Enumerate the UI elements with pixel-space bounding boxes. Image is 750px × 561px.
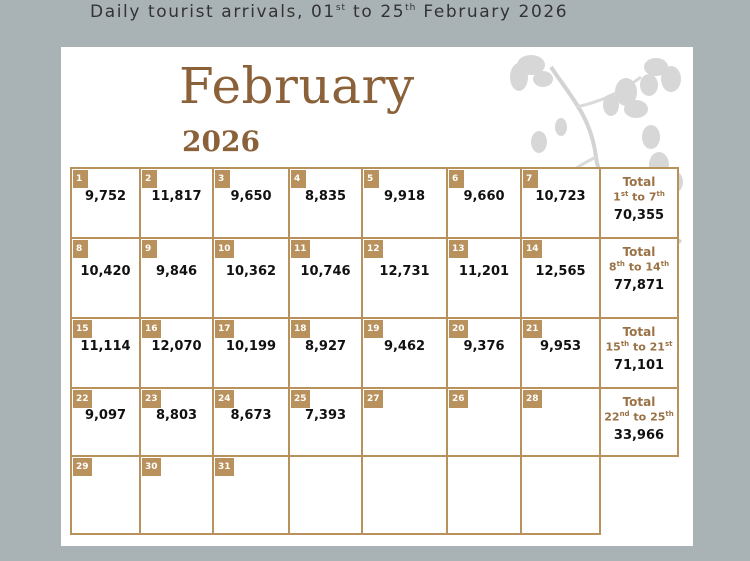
arrivals-value: 12,565 <box>535 264 586 279</box>
day-cell <box>214 389 290 457</box>
day-cell <box>363 239 448 319</box>
range-from-suffix: th <box>620 340 630 348</box>
day-cell <box>214 169 290 239</box>
day-cell <box>72 239 141 319</box>
day-cell <box>290 239 363 319</box>
total-value: 33,966 <box>613 427 665 443</box>
range-to-text: to <box>629 410 651 424</box>
day-number: 16 <box>142 320 161 338</box>
range-to-suffix: st <box>664 340 673 348</box>
day-number: 2 <box>142 170 157 188</box>
arrivals-value: 7,393 <box>304 408 347 423</box>
day-cell <box>448 239 522 319</box>
day-number: 14 <box>523 240 542 258</box>
day-number: 29 <box>73 458 92 476</box>
arrivals-value: 9,462 <box>383 339 426 354</box>
arrivals-value: 11,201 <box>458 264 510 279</box>
day-number: 31 <box>215 458 234 476</box>
caption-prefix: Daily tourist arrivals, 01 <box>90 2 336 22</box>
range-to-suffix: th <box>665 410 674 418</box>
weekly-total-cell <box>601 239 679 319</box>
day-cell <box>290 389 363 457</box>
total-range <box>601 190 677 204</box>
year-title: 2026 <box>182 125 260 158</box>
caption-sup-2: th <box>405 3 417 13</box>
arrivals-value: 9,846 <box>155 264 198 279</box>
weekly-total-cell <box>601 169 679 239</box>
day-cell <box>522 169 601 239</box>
arrivals-value: 10,746 <box>300 264 351 279</box>
day-cell <box>522 389 601 457</box>
arrivals-value: 9,376 <box>463 339 505 354</box>
range-to-text: to <box>624 260 646 274</box>
day-cell <box>141 389 214 457</box>
day-cell <box>448 169 522 239</box>
weekly-total-cell <box>601 319 679 389</box>
day-number: 8 <box>73 240 88 258</box>
caption-middle: to 25 <box>346 2 406 22</box>
day-cell <box>363 319 448 389</box>
arrivals-value: 9,918 <box>383 189 426 204</box>
day-number: 9 <box>142 240 157 258</box>
day-cell <box>72 457 141 535</box>
arrivals-value: 9,752 <box>84 189 127 204</box>
arrivals-value: 12,731 <box>379 264 430 279</box>
day-cell <box>290 169 363 239</box>
day-number: 22 <box>73 390 92 408</box>
caption-suffix: February 2026 <box>416 2 569 22</box>
caption-sup-1: st <box>335 3 347 13</box>
range-to-text: to <box>629 340 650 354</box>
day-cell <box>363 169 448 239</box>
day-number: 19 <box>364 320 383 338</box>
day-cell <box>72 169 141 239</box>
day-cell <box>141 457 214 535</box>
arrivals-value: 9,953 <box>539 339 582 354</box>
arrivals-value: 10,199 <box>225 339 277 354</box>
calendar-card <box>61 47 693 546</box>
range-to: 7 <box>648 190 657 204</box>
day-cell <box>141 239 214 319</box>
day-cell <box>214 319 290 389</box>
weekly-total-cell <box>601 389 679 457</box>
day-cell <box>448 457 522 535</box>
day-number: 7 <box>523 170 538 188</box>
day-number: 25 <box>291 390 310 408</box>
arrivals-value: 9,660 <box>463 189 505 204</box>
arrivals-value: 8,927 <box>304 339 347 354</box>
arrivals-value: 8,835 <box>304 189 347 204</box>
day-number: 18 <box>291 320 310 338</box>
range-from: 22 <box>604 410 620 424</box>
range-to-text: to <box>628 190 649 204</box>
day-cell <box>214 239 290 319</box>
empty-total-cell <box>601 457 679 535</box>
range-from-suffix: th <box>616 260 625 268</box>
range-to-suffix: th <box>660 260 670 268</box>
day-cell <box>522 457 601 535</box>
total-label: Total <box>622 245 656 259</box>
calendar-grid <box>70 167 679 535</box>
arrivals-value: 12,070 <box>151 339 202 354</box>
total-range <box>601 340 677 354</box>
arrivals-value: 10,723 <box>535 189 586 204</box>
day-number: 6 <box>449 170 464 188</box>
day-number: 24 <box>215 390 234 408</box>
day-cell <box>72 319 141 389</box>
day-cell <box>448 389 522 457</box>
total-value: 70,355 <box>613 207 665 223</box>
total-label: Total <box>622 325 656 339</box>
day-number: 1 <box>73 170 88 188</box>
total-range <box>601 410 677 424</box>
arrivals-value: 9,097 <box>84 408 127 423</box>
day-number: 27 <box>364 390 383 408</box>
range-to-suffix: th <box>656 190 665 198</box>
range-from-suffix: st <box>620 190 629 198</box>
range-to: 25 <box>650 410 666 424</box>
day-cell <box>448 319 522 389</box>
day-number: 4 <box>291 170 306 188</box>
day-number: 26 <box>449 390 468 408</box>
day-number: 12 <box>364 240 383 258</box>
day-number: 10 <box>215 240 234 258</box>
arrivals-value: 8,673 <box>230 408 272 423</box>
month-title: February <box>179 57 415 115</box>
day-number: 17 <box>215 320 234 338</box>
day-cell <box>363 389 448 457</box>
arrivals-value: 11,114 <box>80 339 131 354</box>
arrivals-value: 10,362 <box>225 264 277 279</box>
total-value: 71,101 <box>613 357 665 373</box>
range-from: 15 <box>605 340 621 354</box>
arrivals-value: 10,420 <box>80 264 131 279</box>
range-from-suffix: nd <box>619 410 630 418</box>
day-cell <box>363 457 448 535</box>
total-label: Total <box>622 395 656 409</box>
day-cell <box>72 389 141 457</box>
range-to: 14 <box>645 260 661 274</box>
arrivals-value: 11,817 <box>151 189 202 204</box>
day-number: 11 <box>291 240 310 258</box>
chart-caption <box>90 2 690 22</box>
range-from: 8 <box>608 260 617 274</box>
day-cell <box>290 319 363 389</box>
total-value: 77,871 <box>613 277 665 293</box>
total-label: Total <box>622 175 656 189</box>
day-cell <box>522 319 601 389</box>
day-number: 28 <box>523 390 542 408</box>
day-number: 23 <box>142 390 161 408</box>
range-from: 1 <box>613 190 621 204</box>
total-range <box>601 260 677 274</box>
day-number: 5 <box>364 170 379 188</box>
day-number: 30 <box>142 458 161 476</box>
day-cell <box>522 239 601 319</box>
day-number: 3 <box>215 170 230 188</box>
day-number: 21 <box>523 320 542 338</box>
day-cell <box>214 457 290 535</box>
arrivals-value: 9,650 <box>230 189 272 204</box>
day-cell <box>290 457 363 535</box>
day-number: 13 <box>449 240 468 258</box>
day-number: 20 <box>449 320 468 338</box>
day-cell <box>141 319 214 389</box>
day-cell <box>141 169 214 239</box>
arrivals-value: 8,803 <box>155 408 198 423</box>
day-number: 15 <box>73 320 92 338</box>
range-to: 21 <box>649 340 665 354</box>
